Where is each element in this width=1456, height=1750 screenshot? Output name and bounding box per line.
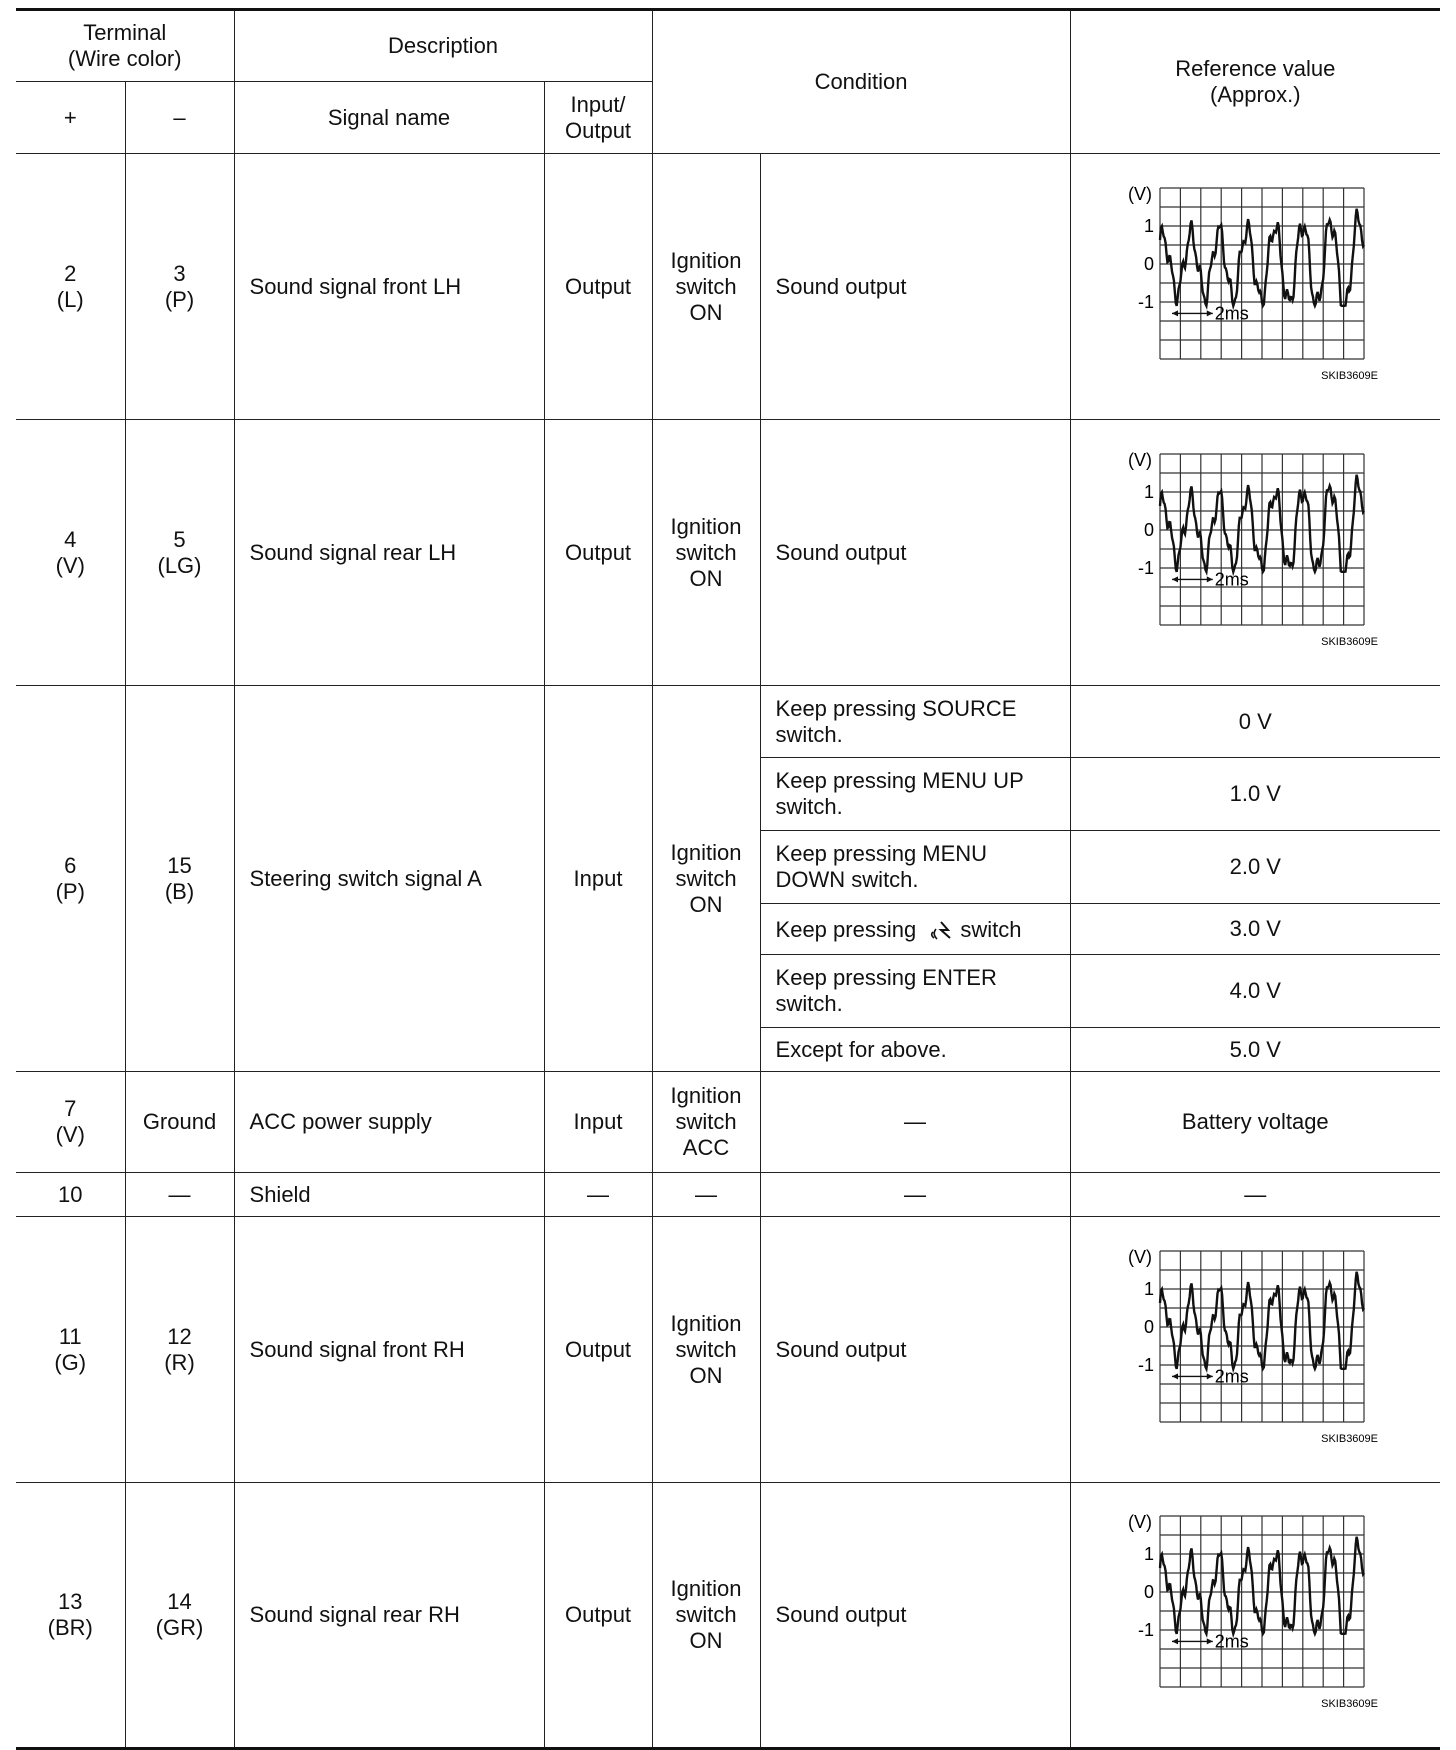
- header-description: Description: [234, 10, 652, 82]
- condition-detail: —: [760, 1173, 1070, 1217]
- table-row: [16, 1217, 1440, 1483]
- signal-name: Sound signal front LH: [234, 154, 544, 420]
- time-scale-arrow: [1172, 1638, 1213, 1644]
- time-scale-arrow: [1172, 310, 1213, 316]
- terminal-reference-table: [16, 8, 1440, 1750]
- terminal-plus: 11 (G): [16, 1217, 125, 1483]
- table-row: [16, 1173, 1440, 1217]
- table-row: [16, 154, 1440, 420]
- reference-waveform-cell: [1070, 1483, 1440, 1749]
- header-input-output: Input/ Output: [544, 82, 652, 154]
- terminal-plus: 2 (L): [16, 154, 125, 420]
- reference-waveform-cell: [1070, 1217, 1440, 1483]
- terminal-plus: 6 (P): [16, 686, 125, 1072]
- condition-detail: Sound output: [760, 420, 1070, 686]
- waveform-y-tick: 1: [1144, 215, 1155, 236]
- figure-id: SKIB3609E: [1321, 1698, 1379, 1710]
- waveform-y-tick: 1: [1144, 481, 1155, 502]
- waveform-y-tick: -1: [1138, 1620, 1155, 1640]
- table-row: [16, 1072, 1440, 1173]
- waveform-y-tick: 0: [1144, 1582, 1155, 1602]
- header-plus: +: [16, 82, 125, 154]
- terminal-minus: Ground: [125, 1072, 234, 1173]
- condition-detail: [760, 904, 1070, 955]
- waveform-grid: [1160, 188, 1364, 359]
- condition-text-post: switch: [960, 916, 1022, 942]
- figure-id: SKIB3609E: [1321, 635, 1379, 648]
- time-scale-label: 2ms: [1215, 568, 1250, 589]
- waveform-y-tick: -1: [1138, 557, 1155, 578]
- waveform-graph: [1110, 182, 1400, 392]
- header-terminal: Terminal (Wire color): [16, 10, 234, 82]
- reference-value: 2.0 V: [1070, 831, 1440, 904]
- waveform-unit-label: (V): [1128, 449, 1153, 470]
- reference-value: 0 V: [1070, 686, 1440, 758]
- reference-value: 3.0 V: [1070, 904, 1440, 955]
- condition-ignition: Ignition switch ON: [652, 154, 760, 420]
- waveform-y-tick: -1: [1138, 1354, 1155, 1375]
- header-reference-value: Reference value (Approx.): [1070, 10, 1440, 154]
- reference-waveform-cell: [1070, 420, 1440, 686]
- condition-detail: Sound output: [760, 1217, 1070, 1483]
- header-condition: Condition: [652, 10, 1070, 154]
- input-output: —: [544, 1173, 652, 1217]
- input-output: Output: [544, 1483, 652, 1749]
- terminal-plus: 10: [16, 1173, 125, 1217]
- waveform-grid: [1160, 454, 1364, 625]
- waveform-graph: [1110, 448, 1400, 658]
- input-output: Input: [544, 686, 652, 1072]
- condition-ignition: Ignition switch ON: [652, 420, 760, 686]
- time-scale-arrow: [1172, 576, 1213, 582]
- terminal-minus: 12 (R): [125, 1217, 234, 1483]
- time-scale-label: 2ms: [1215, 1631, 1250, 1652]
- waveform-graph: [1110, 1510, 1400, 1720]
- figure-id: SKIB3609E: [1321, 1432, 1379, 1445]
- reference-value: —: [1070, 1173, 1440, 1217]
- waveform-unit-label: (V): [1128, 1246, 1153, 1267]
- terminal-plus: 4 (V): [16, 420, 125, 686]
- waveform-y-tick: 1: [1144, 1278, 1155, 1299]
- reference-value: 1.0 V: [1070, 758, 1440, 831]
- signal-name: Shield: [234, 1173, 544, 1217]
- condition-ignition: Ignition switch ACC: [652, 1072, 760, 1173]
- figure-id: SKIB3609E: [1321, 369, 1379, 382]
- waveform-grid: [1160, 1251, 1364, 1422]
- condition-detail: Keep pressing MENU UP switch.: [760, 758, 1070, 831]
- terminal-minus: —: [125, 1173, 234, 1217]
- condition-detail: Sound output: [760, 1483, 1070, 1749]
- condition-detail: Keep pressing MENU DOWN switch.: [760, 831, 1070, 904]
- waveform-grid: [1160, 1516, 1364, 1687]
- input-output: Output: [544, 1217, 652, 1483]
- reference-waveform-cell: [1070, 154, 1440, 420]
- terminal-plus: 13 (BR): [16, 1483, 125, 1749]
- time-scale-label: 2ms: [1215, 302, 1250, 323]
- condition-detail: Keep pressing ENTER switch.: [760, 955, 1070, 1028]
- header-minus: –: [125, 82, 234, 154]
- condition-detail: Keep pressing SOURCE switch.: [760, 686, 1070, 758]
- waveform-y-tick: 0: [1144, 253, 1155, 274]
- signal-name: Sound signal rear LH: [234, 420, 544, 686]
- condition-detail: Except for above.: [760, 1028, 1070, 1072]
- condition-ignition: Ignition switch ON: [652, 1217, 760, 1483]
- signal-name: Steering switch signal A: [234, 686, 544, 1072]
- voice-command-icon: [926, 916, 956, 942]
- condition-detail: Sound output: [760, 154, 1070, 420]
- terminal-minus: 15 (B): [125, 686, 234, 1072]
- terminal-minus: 5 (LG): [125, 420, 234, 686]
- reference-value: Battery voltage: [1070, 1072, 1440, 1173]
- condition-ignition: Ignition switch ON: [652, 1483, 760, 1749]
- table-row: [16, 686, 1440, 758]
- signal-name: Sound signal front RH: [234, 1217, 544, 1483]
- signal-name: Sound signal rear RH: [234, 1483, 544, 1749]
- waveform-y-tick: 0: [1144, 519, 1155, 540]
- terminal-minus: 14 (GR): [125, 1483, 234, 1749]
- waveform-graph: [1110, 1245, 1400, 1455]
- condition-text-pre: Keep pressing: [775, 916, 917, 942]
- terminal-plus: 7 (V): [16, 1072, 125, 1173]
- terminal-minus: 3 (P): [125, 154, 234, 420]
- waveform-y-tick: 1: [1144, 1544, 1155, 1564]
- reference-value: 5.0 V: [1070, 1028, 1440, 1072]
- condition-detail: —: [760, 1072, 1070, 1173]
- time-scale-arrow: [1172, 1373, 1213, 1379]
- waveform-unit-label: (V): [1128, 1512, 1153, 1532]
- condition-ignition: —: [652, 1173, 760, 1217]
- waveform-y-tick: 0: [1144, 1316, 1155, 1337]
- condition-ignition: Ignition switch ON: [652, 686, 760, 1072]
- reference-value: 4.0 V: [1070, 955, 1440, 1028]
- table-row: [16, 1483, 1440, 1749]
- input-output: Output: [544, 420, 652, 686]
- signal-name: ACC power supply: [234, 1072, 544, 1173]
- waveform-y-tick: -1: [1138, 291, 1155, 312]
- table-row: [16, 420, 1440, 686]
- input-output: Input: [544, 1072, 652, 1173]
- input-output: Output: [544, 154, 652, 420]
- time-scale-label: 2ms: [1215, 1365, 1250, 1386]
- header-signal-name: Signal name: [234, 82, 544, 154]
- waveform-unit-label: (V): [1128, 183, 1153, 204]
